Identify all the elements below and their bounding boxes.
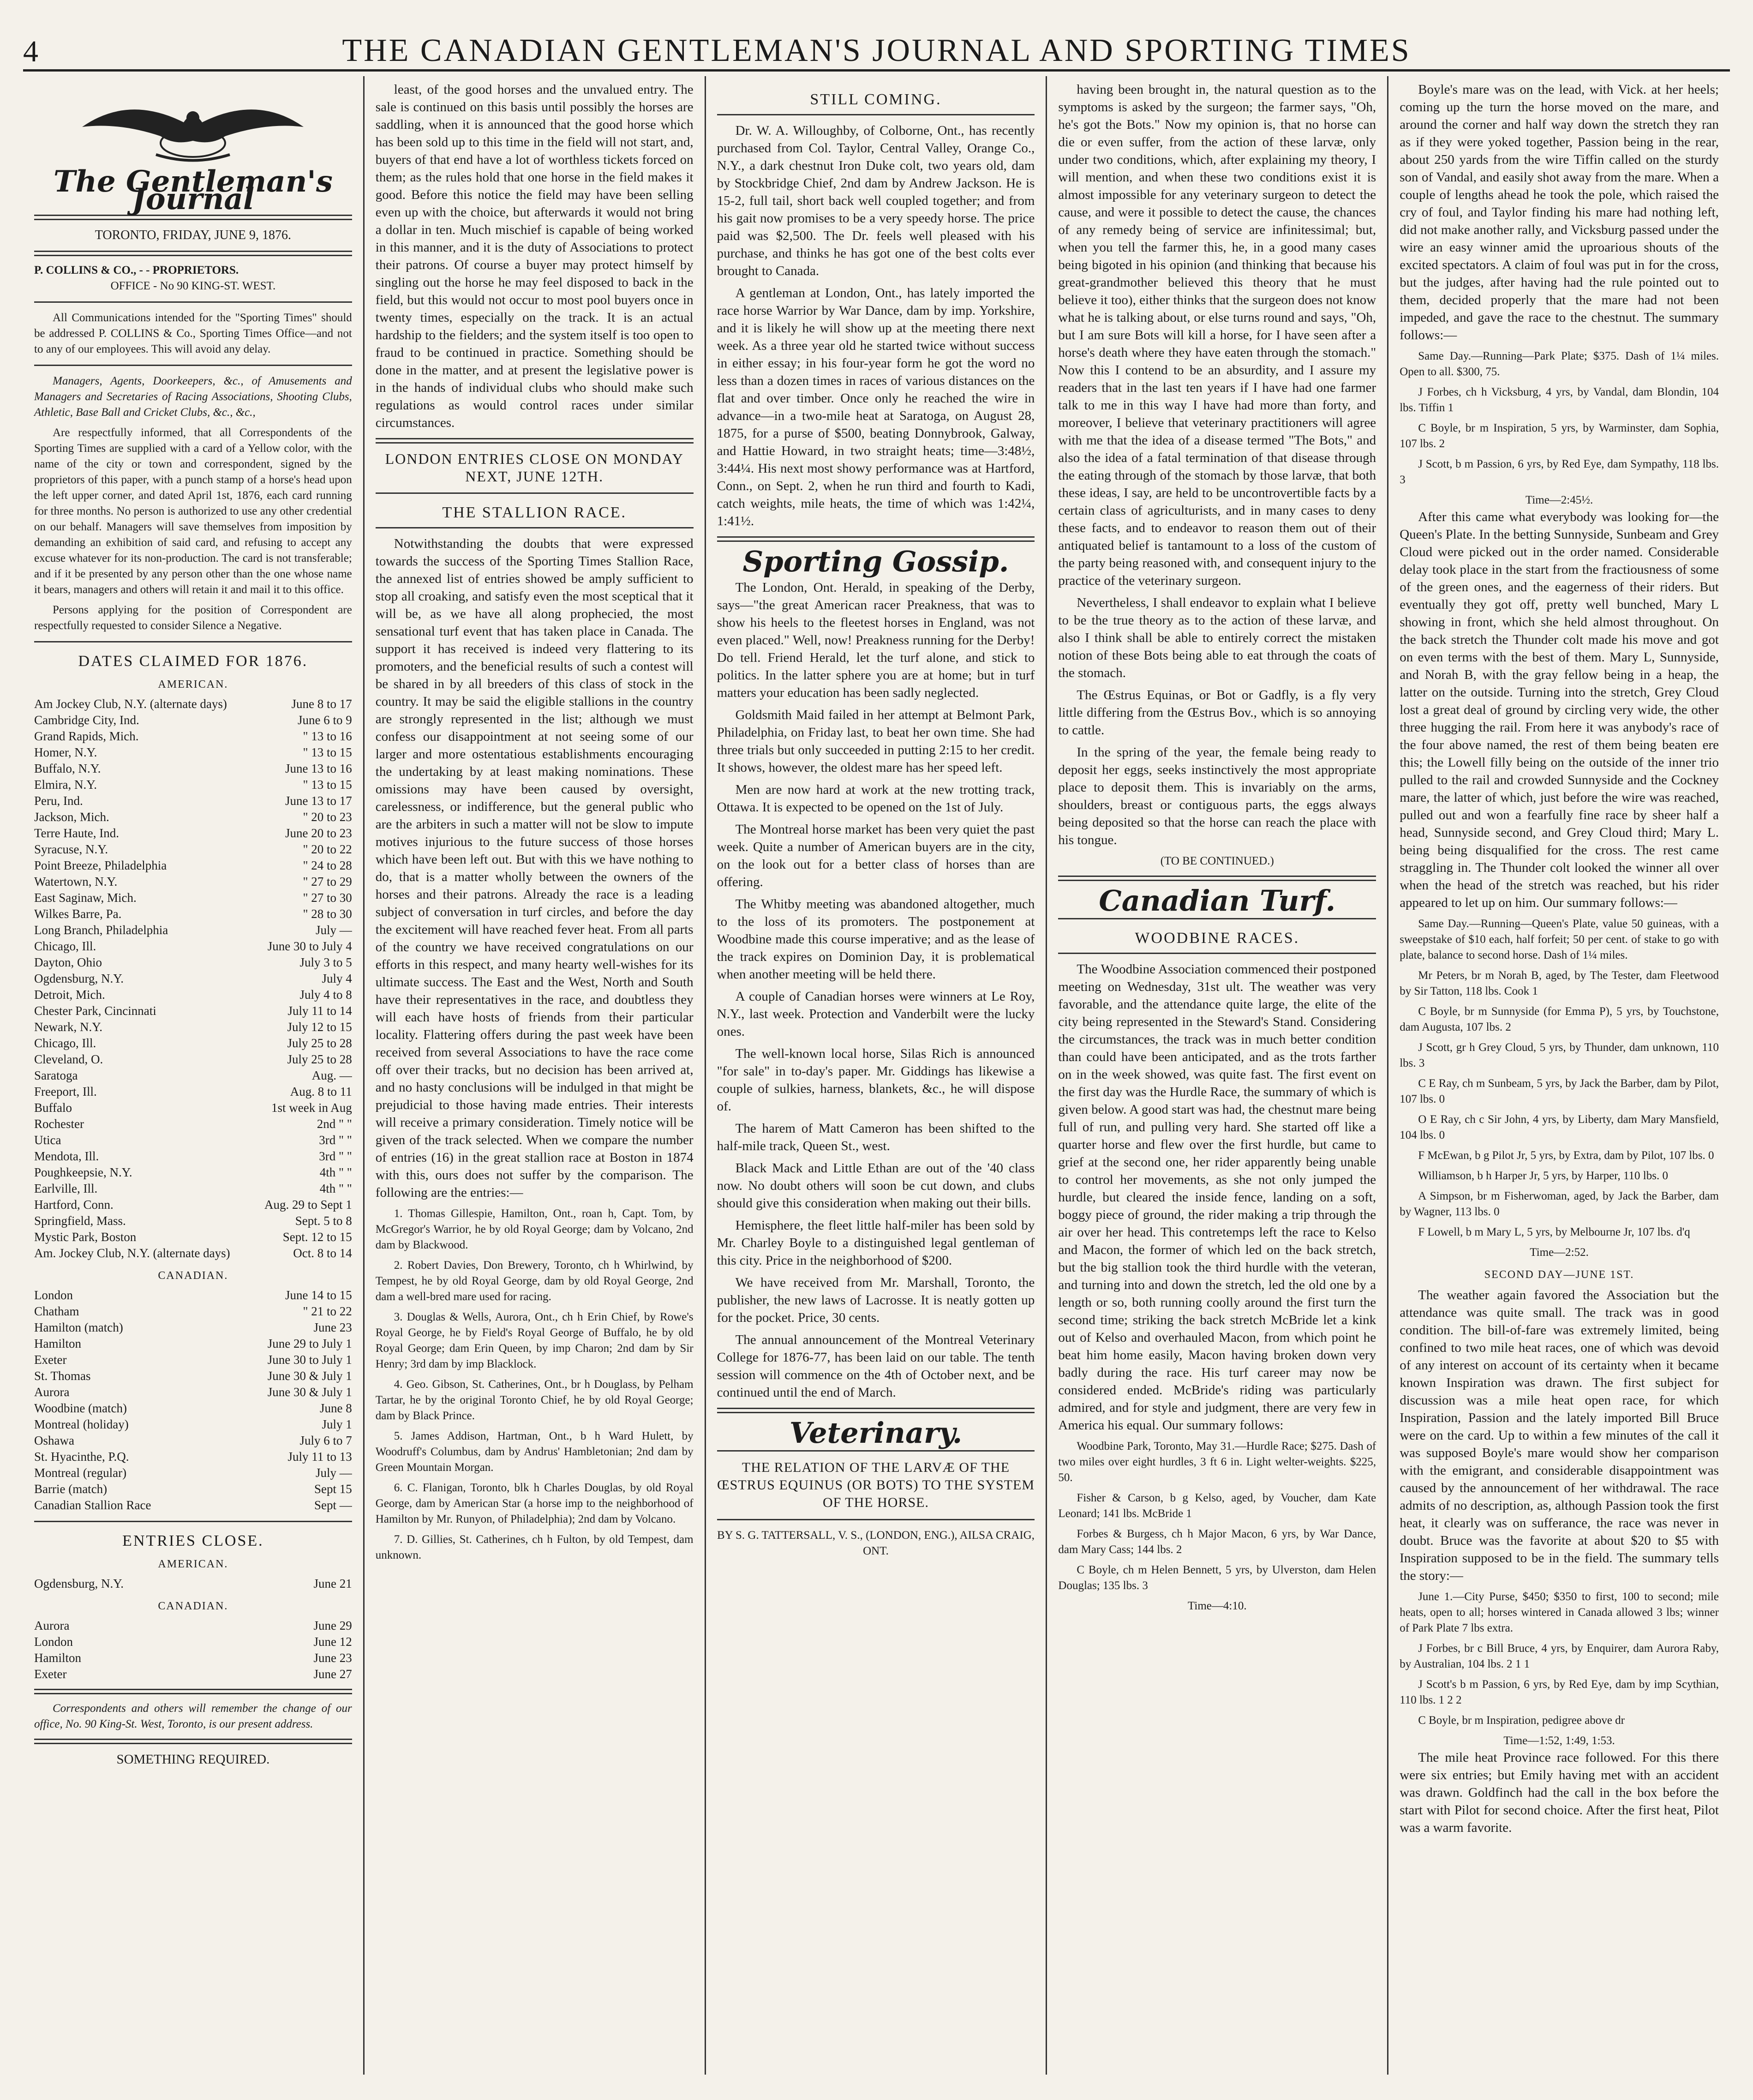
correspondent-notice: Persons applying for the position of Correspondent are respectfully requested to consider Silence a Negative. [34, 604, 352, 632]
date-row [34, 922, 352, 938]
american-dates-list [34, 696, 352, 1261]
date: July 6 to 7 [299, 1434, 352, 1447]
summary-line: C Boyle, ch m Helen Bennett, 5 yrs, by Ulverston, dam Helen Douglas; 135 lbs. 3 [1058, 1564, 1376, 1592]
place: Chatham [34, 1304, 79, 1318]
date: Sept 15 [314, 1482, 352, 1496]
place: Exeter [34, 1353, 67, 1367]
date: July 11 to 14 [287, 1004, 352, 1018]
date: June 23 [313, 1320, 352, 1334]
summary-line: C Boyle, br m Inspiration, pedigree above dr [1418, 1714, 1625, 1727]
date-row [34, 1576, 352, 1592]
summary-line: J Scott, gr h Grey Cloud, 5 yrs, by Thunder, dam unknown, 110 lbs. 3 [1400, 1041, 1719, 1069]
queens-plate-lead: Same Day.—Running—Queen's Plate, value 50 guineas, with a sweepstake of $10 each, half forfeit; 50 per cent. of stake to go with plate, balance to second horse. Dash of 1¼ miles. [1400, 918, 1719, 961]
date: June 30 & July 1 [267, 1369, 352, 1383]
managers-heading: Managers, Agents, Doorkeepers, &c., of Amusements and Managers and Secretaries of Racing Associations, Shooting Clubs, Athletic, Base Ball and Cricket Clubs, &c., &c., [34, 375, 352, 419]
place: Hamilton (match) [34, 1320, 123, 1334]
stallion-race-body: Notwithstanding the doubts that were expressed towards the success of the Sporting Times Stallion Race, the annexed list of entries showed be amply sufficient to stop all croaking, and satisfy even the most sceptical that it will be, as we have all along prophecied, the most sensational turf event that has taken place in Canada. The support it has received is indeed very flattering to its promoters, and the beneficial results of such a contest will be shared in by all breeders of this class of stock in the country. It may be said the eligible stallions in the country are strongly represented in the list; although we must confess our disappointment at not seeing some of our larger and more ostentatious establishments encouraging the undertaking by at least making nominations. These omissions may have been caused by oversight, carelessness, or indifference, but the general public who are the arbiters in such a matter will not be slow to impute motives injurious to the future success of those horses which have been left out. But with this we have nothing to do, that is a matter wholly between the owners of the horses and their patrons. Already the race is a leading subject of conversation in turf circles, and before the day the excitement will have reached fever heat. From all parts of the country we have received congratulations on our efforts in this respect, and many hearty well-wishes for its ultimate success. The East and the West, North and South have their representatives in the race, and doubtless they will each have hosts of friends from their particular locality. Flattering offers during the past week have been received from several Associations to have the race come off over their tracks, but no decision has been arrived at, and no hasty conclusions will be indulged in that might be prejudicial to those having made entries. Their interests will receive a primary consideration. Timely notice will be given of the track selected. When we compare the number of entries (16) in the great stallion race at Boston in 1874 with this, ours does not suffer by the comparison. The following are the entries:— [375, 536, 694, 1200]
date: " 24 to 28 [303, 858, 352, 872]
date: Sept — [314, 1498, 352, 1512]
date: June 14 to 15 [285, 1288, 352, 1302]
summary-line: Mr Peters, br m Norah B, aged, by The Tester, dam Fleetwood by Sir Tatton, 118 lbs. Cook 1 [1400, 969, 1719, 997]
place: Hartford, Conn. [34, 1198, 114, 1212]
date: " 20 to 22 [303, 842, 352, 856]
column-5 [1388, 76, 1730, 2075]
place: Chester Park, Cincinnati [34, 1004, 156, 1018]
place: Detroit, Mich. [34, 988, 105, 1002]
park-plate-time: Time—2:45½. [1525, 494, 1593, 506]
divider [1058, 918, 1376, 919]
date-row [34, 1433, 352, 1449]
managers-notice: Are respectfully informed, that all Correspondents of the Sporting Times are supplied with a card of a Yellow color, with the name of the city or town and correspondent, signed by the proprietors of this paper, with a punch stamp of a horse's head upon the left upper corner, and dated April 1st, 1876, each card running for three months. No person is authorized to use any other credential on our behalf. Managers will save themselves from imposition by demanding an exhibition of said card, and refusing to accept any excuse whatever for its non-production. The card is not transferable; and if it be presented by any person other than the one whose name it bears, managers and others will retain it and mail it to this office. [34, 426, 352, 596]
place: London [34, 1635, 73, 1649]
date: Aug. — [311, 1068, 352, 1082]
date-row [34, 1181, 352, 1197]
place: Elmira, N.Y. [34, 778, 97, 792]
entries-canadian-heading: CANADIAN. [158, 1600, 228, 1612]
gossip-item: The annual announcement of the Montreal Veterinary College for 1876-77, has been laid on our table. The tenth session will commence on the 4th of October next, and be continued until the end of March. [717, 1332, 1035, 1400]
place: Barrie (match) [34, 1482, 108, 1496]
date-row [34, 1100, 352, 1116]
summary-line: J Forbes, br c Bill Bruce, 4 yrs, by Enquirer, dam Aurora Raby, by Australian, 104 lbs. 2 1 1 [1400, 1642, 1719, 1670]
date: July — [316, 1466, 352, 1480]
place: Mystic Park, Boston [34, 1230, 137, 1244]
article-paragraph: having been brought in, the natural question as to the symptoms is asked by the surgeon; the farmer says, "Oh, he's got the Bots." Now my opinion is, that no horse can die or even suffer, from the action of these larvæ, only under two conditions, which, after explaining my theory, I will mention, and when these two conditions exist it is almost impossible for any veterinary surgeon to detect the cause, and were it possible to detect the cause, the chances of any remedy being of service are infinitessimal; but, when you tell the farmer this, he, in a good many cases being bigoted in his opinion (and thinking that because his great-grandmother believed this theory that he must believe it too), either thinks that the surgeon does not know what he is talking about, or else turns round and says, "Oh, but I am sure Bots will kill a horse, for I have seen after a horse's death where they have eaten through the stomach." Now this I contend to be an absurdity, and I assure my readers that in the last ten years if I have had one farmer talk to me in this way I have had more than forty, and moreover, I believe that veterinary practitioners will agree with me that the idea of a disease termed "The Bots," and also the idea of a fatal termination of that disease through the eating through of the stomach by those larvæ, that both these ideas, I say, are held to be uncontrovertible facts by a certain class of agriculturists, and in many cases to deny these facts, and to endeavor to reason them out of their antiquated belief is tantamount to a loss of the custom of the party being reasoned with, and consequent injury to the practice of the veterinary surgeon. [1058, 82, 1376, 588]
place: Chicago, Ill. [34, 939, 96, 953]
place: Freeport, Ill. [34, 1085, 97, 1098]
page-number: 4 [23, 35, 38, 68]
columns [23, 76, 1730, 2075]
date-row [34, 1019, 352, 1035]
gossip-item: Goldsmith Maid failed in her attempt at Belmont Park, Philadelphia, on Friday last, to beat her own time. She had three trials but only succeeded in putting 2:15 to her credit. It shows, however, the oldest mare has her speed left. [717, 708, 1035, 775]
entries-american-list [34, 1576, 352, 1592]
gossip-item: A couple of Canadian horses were winners at Le Roy, N.Y., last week. Protection and Vanderbilt were the lucky ones. [717, 989, 1035, 1039]
date: July 25 to 28 [287, 1052, 352, 1066]
eagle-crest-icon [73, 90, 313, 168]
masthead-title: The Gentleman's Journal [53, 164, 333, 216]
date: Aug. 29 to Sept 1 [264, 1198, 352, 1212]
hurdle-summary-list [1058, 1490, 1376, 1594]
summary-line: C Boyle, br m Inspiration, 5 yrs, by Warminster, dam Sophia, 107 lbs. 2 [1400, 422, 1719, 450]
stallion-entry: 3. Douglas & Wells, Aurora, Ont., ch h Erin Chief, by Rowe's Royal George, he by Field's Royal George of Buffalo, he by old Royal George; dam Erin Queen, by imp Charon; 2nd dam by Sir Henry; 3rd dam by imp Blacklock. [375, 1311, 694, 1370]
place: Montreal (holiday) [34, 1417, 129, 1431]
queens-plate-summary [1400, 968, 1719, 1240]
newspaper-title: THE CANADIAN GENTLEMAN'S JOURNAL AND SPORTING TIMES [342, 33, 1411, 68]
article-paragraph: Nevertheless, I shall endeavor to explain what I believe to be the true theory as to the action of these larvæ, and also I think shall be able to entirely correct the mistaken notion of these Bots being able to eat through the coats of the stomach. [1058, 595, 1376, 680]
divider [34, 251, 352, 256]
date-row [34, 1213, 352, 1229]
stallion-entry: 6. C. Flanigan, Toronto, blk h Charles Douglas, by old Royal George, dam by American Star (a horse imp to the neighborhood of Hamilton by Mr. Runyon, of Philadelphia); 2nd dam by Volcano. [375, 1482, 694, 1525]
column-4 [1047, 76, 1388, 2075]
gossip-item: The Whitby meeting was abandoned altogether, much to the loss of its promoters. The postponement at Woodbine made this course imperative; and as the lease of the track expires on Dominion Day, it is problematical when another meeting will be held there. [717, 897, 1035, 982]
date-row [34, 1132, 352, 1148]
london-entries-notice: LONDON ENTRIES CLOSE ON MONDAY NEXT, JUNE 12TH. [385, 450, 684, 485]
stallion-entries-list [376, 1206, 694, 1563]
date-row [34, 1068, 352, 1084]
relation-heading: THE RELATION OF THE LARVÆ OF THE ŒSTRUS EQUINUS (OR BOTS) TO THE SYSTEM OF THE HORSE. [717, 1460, 1035, 1510]
place: Aurora [34, 1385, 70, 1399]
woodbine-races-heading: WOODBINE RACES. [1135, 930, 1300, 947]
place: Oshawa [34, 1434, 74, 1447]
date-row [34, 712, 352, 728]
date-row [34, 1449, 352, 1465]
date: " 27 to 29 [303, 875, 352, 888]
date-row [34, 1035, 352, 1051]
place: Mendota, Ill. [34, 1149, 99, 1163]
office-change-notice: Correspondents and others will remember the change of our office, No. 90 King-St. West, Toronto, is our present address. [34, 1702, 352, 1730]
hurdle-summary-lead: Woodbine Park, Toronto, May 31.—Hurdle Race; $275. Dash of two miles over eight hurdles, 3 ft 6 in. Light welter-weights. $225, 50. [1058, 1440, 1376, 1484]
dateline: TORONTO, FRIDAY, JUNE 9, 1876. [95, 228, 292, 242]
entries-close-heading: ENTRIES CLOSE. [122, 1532, 264, 1549]
summary-line: Forbes & Burgess, ch h Major Macon, 6 yrs, by War Dance, dam Mary Cass; 144 lbs. 2 [1058, 1528, 1376, 1556]
date-row [34, 1384, 352, 1400]
date-row [34, 793, 352, 809]
date-row [34, 1003, 352, 1019]
place: Dayton, Ohio [34, 955, 102, 969]
summary-line: Fisher & Carson, b g Kelso, aged, by Voucher, dam Kate Leonard; 141 lbs. McBride 1 [1058, 1492, 1376, 1520]
date-row [34, 1416, 352, 1433]
gossip-item: The London, Ont. Herald, in speaking of the Derby, says—"the great American racer Preakness, that was to show his heels to the fleetest horses in England, was not even placed." Well, now! Preakness running for the Derby! Do tell. Friend Herald, let the turf alone, and stick to politics. In the latter sphere you are at home; but in turf matters your education has been sadly neglected. [717, 580, 1035, 700]
summary-line: F Lowell, b m Mary L, 5 yrs, by Melbourne Jr, 107 lbs. d'q [1418, 1226, 1690, 1238]
article-paragraph: The Œstrus Equinas, or Bot or Gadfly, is a fly very little differing from the Œstrus Bov., which is so annoying to cattle. [1058, 688, 1376, 738]
column-1 [23, 76, 365, 2075]
date-row [34, 728, 352, 744]
date: Sept. 5 to 8 [295, 1214, 352, 1228]
date: June 27 [313, 1667, 352, 1681]
article-paragraph: In the spring of the year, the female being ready to deposit her eggs, seeks instinctively the most appropriate place to deposit them. This is invariably on the arms, shoulders, breast or contiguous parts, the eggs always being deposited so that the horse can reach the place with his tongue. [1058, 745, 1376, 847]
date: " 13 to 16 [303, 729, 352, 743]
place: Hamilton [34, 1337, 81, 1350]
entries-canadian-list [34, 1618, 352, 1682]
summary-line: C E Ray, ch m Sunbeam, 5 yrs, by Jack the Barber, dam by Pilot, 107 lbs. 0 [1400, 1077, 1719, 1105]
divider [717, 536, 1035, 542]
date: 4th " " [319, 1165, 352, 1179]
queens-plate-body: After this came what everybody was looking for—the Queen's Plate. In the betting Sunnyside, Sunbeam and Grey Cloud were picked out in the order named. Considerable delay took place in the start from the fractiousness of some of the green ones, and the eagerness of their riders. But eventually they got off, pretty well bunched, Mary L showing in front, which she held almost throughout. On the back stretch the Thunder colt made his move and got on even terms with the best of them. Mary L, Sunnyside, and Norah B, with the gray fellow being in a heap, the latter on the outside. Turning into the stretch, Grey Cloud lost a great deal of ground by circling very wide, the other three hugging the rail. From here it was anybody's race of the four above named, the rest of them being beaten ere this; the Lowell filly being on the outside of the inner trio pulled to the rail and crowded Sunnyside and the Cockney mare, the latter of which, just before the wire was reached, pulled out and won a fearfully fine race by sheer half a head, Sunnyside second, and Grey Cloud third; Mary L. being being disqualified for the cross. The rest came straggling in. The Thunder colt looked the winner all over when the head of the stretch was reached, but his rider appeared to let up on him. Our summary follows:— [1400, 510, 1719, 910]
date-row [34, 696, 352, 712]
divider [34, 301, 352, 303]
place: Ogdensburg, N.Y. [34, 972, 124, 985]
communications-notice: All Communications intended for the "Sporting Times" should be addressed P. COLLINS & Co., Sporting Times Office—and not to any of our employees. This will avoid any delay. [34, 312, 352, 355]
place: Cambridge City, Ind. [34, 713, 139, 727]
place: London [34, 1288, 73, 1302]
date-row [34, 1465, 352, 1481]
canadian-turf-heading: Canadian Turf. [1099, 884, 1336, 918]
date: " 20 to 23 [303, 810, 352, 824]
place: Poughkeepsie, N.Y. [34, 1165, 132, 1179]
place: Homer, N.Y. [34, 745, 97, 759]
warrior-article: A gentleman at London, Ont., has lately imported the race horse Warrior by War Dance, dam by imp. Yorkshire, and it is likely he will show up at the meeting there next week. As a three year old he started twice without success in either essay; in his four-year form he got the word no less than a dozen times in races of various distances on the flat and over timber. Once only he reached the wire in advance—in a two-mile heat at Saratoga, on August 28, 1875, for a purse of $500, beating Donnybrook, Galway, and Hattie Howard, in two straight heats; time—3:48½, 3:44¼. His next most showy performance was at Hartford, Conn., on Sept. 2, when he run third and fourth to Kadi, catch weights, mile heats, the time of which was 1:42¼, 1:41½. [717, 286, 1035, 528]
summary-line: Williamson, b h Harper Jr, 5 yrs, by Harper, 110 lbs. 0 [1418, 1170, 1668, 1182]
date: " 21 to 22 [303, 1304, 352, 1318]
date: " 13 to 15 [303, 745, 352, 759]
gossip-list [717, 579, 1035, 1401]
date: June 30 to July 1 [267, 1353, 352, 1367]
date-row [34, 1352, 352, 1368]
place: St. Hyacinthe, P.Q. [34, 1450, 129, 1464]
date-row [34, 1164, 352, 1181]
park-plate-body: Boyle's mare was on the lead, with Vick. at her heels; coming up the turn the horse moved on the mare, and around the corner and half way down the stretch they ran as if they were yoked together, Passion being in the rear, about 250 yards from the wire Tiffin called on the sturdy son of Vandal, and easily shot away from the mare. When a couple of lengths ahead he took the pole, which raised the cry of foul, and Taylor finding his mare had nothing left, did not make another rally, and Vicksburg passed under the wire an easy winner amid the uproarious shouts of the excited spectators. A claim of foul was put in for the cross, but the judges, after having had the rule pointed out to them, decided properly that the mare had not been impeded, and gave the race to the chestnut. The summary follows:— [1400, 82, 1719, 342]
divider [1058, 953, 1376, 954]
column-2 [365, 76, 706, 2075]
date-row [34, 1287, 352, 1303]
summary-line: O E Ray, ch c Sir John, 4 yrs, by Liberty, dam Mary Mansfield, 104 lbs. 0 [1400, 1113, 1719, 1141]
place: Utica [34, 1133, 61, 1147]
place: Terre Haute, Ind. [34, 826, 120, 840]
divider [34, 1521, 352, 1522]
proprietors: P. COLLINS & CO., - - PROPRIETORS. [34, 264, 239, 276]
summary-line: C Boyle, br m Sunnyside (for Emma P), 5 yrs, by Touchstone, dam Augusta, 107 lbs. 2 [1400, 1005, 1719, 1033]
date: June 6 to 9 [298, 713, 352, 727]
date-row [34, 890, 352, 906]
gossip-item: Hemisphere, the fleet little half-miler has been sold by Mr. Charley Boyle to a distinguished legal gentleman of this city. Price in the neighborhood of $200. [717, 1218, 1035, 1268]
date-row [34, 954, 352, 971]
divider [34, 365, 352, 366]
date-row [34, 809, 352, 825]
date: June 21 [313, 1577, 352, 1590]
something-required-heading: SOMETHING REQUIRED. [116, 1752, 270, 1767]
park-plate-lead: Same Day.—Running—Park Plate; $375. Dash of 1¼ miles. Open to all. $300, 75. [1400, 350, 1719, 378]
office-address: OFFICE - No 90 KING-ST. WEST. [110, 280, 276, 292]
date: June 8 [320, 1401, 352, 1415]
still-coming-body: Dr. W. A. Willoughby, of Colborne, Ont., has recently purchased from Col. Taylor, Central Valley, Orange Co., N.Y., a dark chestnut Iron Duke colt, two years old, dam by Stockbridge Chief, 2nd dam by Andrew Jackson. He is 15-2, full tail, short back well coupled together; and from his gait now promises to be a very speedy horse. The price paid was $2,500. The Dr. feels well pleased with his purchase, and thinks he has got one of the best colts ever brought to Canada. [717, 123, 1035, 278]
date-row [34, 761, 352, 777]
place: Wilkes Barre, Pa. [34, 907, 122, 921]
canadian-dates-list [34, 1287, 352, 1513]
place: Ogdensburg, N.Y. [34, 1577, 124, 1590]
place: Montreal (regular) [34, 1466, 127, 1480]
sporting-gossip-heading: Sporting Gossip. [742, 545, 1009, 578]
date-row [34, 938, 352, 954]
date: June 20 to 23 [285, 826, 352, 840]
canadian-heading: CANADIAN. [158, 1270, 228, 1282]
date-row [34, 1229, 352, 1245]
date-row [34, 1245, 352, 1261]
gossip-item: We have received from Mr. Marshall, Toronto, the publisher, the new laws of Lacrosse. It is neatly gotten up for the pocket. Price, 30 cents. [717, 1275, 1035, 1325]
american-heading: AMERICAN. [158, 678, 228, 690]
city-purse-summary [1400, 1641, 1719, 1728]
place: Jackson, Mich. [34, 810, 109, 824]
date: 3rd " " [319, 1133, 352, 1147]
date: July 25 to 28 [287, 1036, 352, 1050]
second-day-body: The weather again favored the Association but the attendance was quite small. The track was in good condition. The bill-of-fare was extremely limited, being confined to two mile heat races, one of which was devoid of any interest on account of its certainty when it became known Inspiration was drawn. The first subject for discussion was a mile heat open race, for which Inspiration, Passion and the lately imported Bill Bruce were on the card. Up to within a few minutes of the call it was supposed Boyle's mare would show her comparison with the emigrant, and considerable disappointment was caused by the announcement of her withdrawal. The race admits of no description, as, although Passion took the first heat, it clearly was on sufferance, the race was never in doubt. Bruce was the favorite at about $20 to $5 with Inspiration supposed to be in the field. The summary tells the story:— [1400, 1288, 1719, 1583]
date: July 4 to 8 [299, 988, 352, 1002]
park-plate-summary [1400, 384, 1719, 488]
date-row [34, 1618, 352, 1634]
place: Hamilton [34, 1651, 81, 1665]
place: Am. Jockey Club, N.Y. (alternate days) [34, 1246, 230, 1260]
place: Peru, Ind. [34, 794, 83, 808]
date-row [34, 1666, 352, 1682]
date-row [34, 1368, 352, 1384]
place: Buffalo, N.Y. [34, 762, 101, 775]
place: Rochester [34, 1117, 84, 1131]
date-row [34, 1116, 352, 1132]
date: June 23 [313, 1651, 352, 1665]
place: Springfield, Mass. [34, 1214, 126, 1228]
date: " 27 to 30 [303, 891, 352, 905]
date: June 30 & July 1 [267, 1385, 352, 1399]
date: June 12 [313, 1635, 352, 1649]
gossip-item: The Montreal horse market has been very quiet the past week. Quite a number of American buyers are in the city, on the look out for a better class of horses than are offering. [717, 822, 1035, 889]
place: Aurora [34, 1619, 70, 1632]
place: Point Breeze, Philadelphia [34, 858, 167, 872]
woodbine-races-body: The Woodbine Association commenced their postponed meeting on Wednesday, 31st ult. The weather was very favorable, and the attendance quite large, the elite of the city being represented in the Steward's Stand. Considering the circumstances, the track was in much better condition than could have been anticipated, and as the trots farther on in the week showed, was quite fast. The first event on the first day was the Hurdle Race, the summary of which is given below. A good start was had, the chestnut mare being full of run, and pulling very hard. She started off like a quarter horse and flew over the first hurdle, but came to grief at the second one, her rider apparently being unable to control her movements, as she not only jumped the hurdle, but cleared the inside fence, landing on a soft, boggy piece of ground, the rider making a trip through the air over her head. This contretemps left the race to Kelso and Macon, the former of which led on the back stretch, but the big stallion took the third hurdle with the veteran, and turning into and down the stretch, led the old one by a length or so, both running coolly around the first turn the second time; striking the back stretch McBride let a kink out of Kelso and overhauled Macon, from which point he beat him home easily, Macon having broken down very badly during the race. His turf career may now be considered ended. McBride's riding was particularly admired, and for style and judgment, there are very few in America his equal. Our summary follows: [1058, 962, 1376, 1433]
divider [376, 527, 694, 528]
stallion-entry: 2. Robert Davies, Don Brewery, Toronto, ch h Whirlwind, by Tempest, he by old Royal George, dam by old Royal George, 2nd dam a well-bred mare used for racing. [375, 1259, 694, 1303]
stallion-entry: 5. James Addison, Hartman, Ont., b h Ward Hulett, by Woodruff's Columbus, dam by Andrus' Hambletonian; 2nd dam by Green Mountain Morgan. [375, 1430, 694, 1474]
place: Saratoga [34, 1068, 78, 1082]
masthead-emblem [34, 90, 352, 168]
divider [717, 1519, 1035, 1520]
summary-line: J Scott's b m Passion, 6 yrs, by Red Eye, dam by imp Scythian, 110 lbs. 1 2 2 [1400, 1678, 1719, 1706]
date-row [34, 1497, 352, 1513]
divider [34, 1689, 352, 1694]
date-row [34, 744, 352, 761]
divider [717, 114, 1035, 115]
article-continued: least, of the good horses and the unvalued entry. The sale is continued on this basis until possibly the horses are saddling, when it is announced that the good horse which has been sold up to this time in the field will not start, and, buyers of that end have a lot of worthless tickets forced on them; as the rules hold that one horse in the field makes it good. Before this notice the field may have been selling even up with the choice, but afterwards it would not bring a dollar in ten. Much mischief is capable of being worked in this manner, and it is the duty of Associations to protect their patrons. Of course a buyer may protect himself by singling out the horse he may feel disposed to back in the field, but this would not occur to most pool buyers once in twenty times, especially on the track. It is an actual hardship to the fielders; and the system itself is too open to fraud to be continued in practice. Something should be done in the matter, and at present the legislative power is in the hands of individual clubs who should make such regulations as would control races under similar circumstances. [375, 82, 694, 430]
place: Chicago, Ill. [34, 1036, 96, 1050]
date-row [34, 987, 352, 1003]
date-row [34, 1320, 352, 1336]
date: June 29 [313, 1619, 352, 1632]
place: Exeter [34, 1667, 67, 1681]
summary-line: F McEwan, b g Pilot Jr, 5 yrs, by Extra, dam by Pilot, 107 lbs. 0 [1418, 1149, 1714, 1162]
article-byline: BY S. G. TATTERSALL, V. S., (LONDON, ENG.), AILSA CRAIG, ONT. [717, 1529, 1035, 1557]
date: July 12 to 15 [287, 1020, 352, 1034]
date-row [34, 1336, 352, 1352]
stallion-entry: 1. Thomas Gillespie, Hamilton, Ont., roan h, Capt. Tom, by McGregor's Warrior, he by old Royal George; dam by Volcano, 2nd dam by Blackwood. [375, 1207, 694, 1251]
date-row [34, 874, 352, 890]
veterinary-heading: Veterinary. [789, 1416, 963, 1450]
date: " 13 to 15 [303, 778, 352, 792]
date: June 30 to July 4 [267, 939, 352, 953]
date-row [34, 906, 352, 922]
stallion-entry: 4. Geo. Gibson, St. Catherines, Ont., br h Douglass, by Pelham Tartar, he by the original Toronto Chief, he by old Royal George; dam by Black Prince. [375, 1378, 694, 1422]
summary-line: J Scott, b m Passion, 6 yrs, by Red Eye, dam Sympathy, 118 lbs. 3 [1400, 458, 1719, 486]
divider [376, 438, 694, 444]
still-coming-heading: STILL COMING. [810, 91, 942, 108]
divider [34, 641, 352, 642]
date-row [34, 1634, 352, 1650]
date-row [34, 1084, 352, 1100]
place: Canadian Stallion Race [34, 1498, 151, 1512]
place: Long Branch, Philadelphia [34, 923, 168, 937]
place: East Saginaw, Mich. [34, 891, 137, 905]
date-row [34, 1650, 352, 1666]
place: Grand Rapids, Mich. [34, 729, 139, 743]
place: Am Jockey Club, N.Y. (alternate days) [34, 697, 227, 711]
date: 1st week in Aug [271, 1101, 352, 1115]
date: July 3 to 5 [299, 955, 352, 969]
city-purse-time: Time—1:52, 1:49, 1:53. [1503, 1734, 1615, 1747]
date: 4th " " [319, 1182, 352, 1195]
date-row [34, 971, 352, 987]
date: 3rd " " [319, 1149, 352, 1163]
stallion-entry: 7. D. Gillies, St. Catherines, ch h Fulton, by old Tempest, dam unknown. [375, 1533, 694, 1561]
date-row [34, 1400, 352, 1416]
place: Woodbine (match) [34, 1401, 127, 1415]
date-row [34, 825, 352, 841]
date: June 13 to 16 [285, 762, 352, 775]
divider [717, 1450, 1035, 1452]
summary-line: J Forbes, ch h Vicksburg, 4 yrs, by Vandal, dam Blondin, 104 lbs. Tiffin 1 [1400, 386, 1719, 414]
date: " 28 to 30 [303, 907, 352, 921]
date: July — [316, 923, 352, 937]
gossip-item: Black Mack and Little Ethan are out of the '40 class now. No doubt others will soon be cut down, and clubs should give this consideration when making out their bills. [717, 1161, 1035, 1211]
date: June 13 to 17 [285, 794, 352, 808]
entries-american-heading: AMERICAN. [158, 1558, 228, 1570]
date: Aug. 8 to 11 [290, 1085, 352, 1098]
gossip-item: The harem of Matt Cameron has been shifted to the half-mile track, Queen St., west. [717, 1121, 1035, 1153]
date: June 8 to 17 [291, 697, 352, 711]
gossip-item: Men are now hard at work at the new trotting track, Ottawa. It is expected to be opened on the 1st of July. [717, 782, 1035, 815]
column-3 [706, 76, 1047, 2075]
stallion-race-heading: THE STALLION RACE. [442, 504, 627, 521]
gossip-item: The well-known local horse, Silas Rich is announced "for sale" in to-day's paper. Mr. Giddings has likewise a couple of sulkies, harness, blankets, &c., he will dispose of. [717, 1046, 1035, 1114]
date: 2nd " " [317, 1117, 352, 1131]
bots-article-body [1058, 81, 1376, 849]
date-row [34, 777, 352, 793]
divider [1058, 876, 1376, 881]
divider [34, 1739, 352, 1744]
dates-claimed-heading: DATES CLAIMED FOR 1876. [78, 653, 308, 670]
province-race-body: The mile heat Province race followed. For this there were six entries; but Emily having met with an accident was drawn. Goldfinch had the call in the box before the start with Pilot for second choice. After the first heat, Pilot was a warm favorite. [1400, 1750, 1719, 1835]
date-row [34, 1148, 352, 1164]
page-header [23, 18, 1730, 72]
divider [376, 492, 694, 494]
date: June 29 to July 1 [267, 1337, 352, 1350]
queens-plate-time: Time—2:52. [1530, 1246, 1589, 1259]
hurdle-time: Time—4:10. [1188, 1600, 1247, 1612]
place: Watertown, N.Y. [34, 875, 118, 888]
date: Sept. 12 to 15 [282, 1230, 352, 1244]
place: Syracuse, N.Y. [34, 842, 108, 856]
date: July 4 [322, 972, 352, 985]
date-row [34, 1481, 352, 1497]
date-row [34, 841, 352, 858]
place: St. Thomas [34, 1369, 91, 1383]
place: Cleveland, O. [34, 1052, 103, 1066]
place: Buffalo [34, 1101, 72, 1115]
date-row [34, 858, 352, 874]
divider [717, 1408, 1035, 1413]
city-purse-lead: June 1.—City Purse, $450; $350 to first, 100 to second; mile heats, open to all; horses wintered in Canada allowed 3 lbs; winner of Park Plate 7 lbs extra. [1400, 1590, 1719, 1634]
place: Earlville, Ill. [34, 1182, 98, 1195]
date: Oct. 8 to 14 [293, 1246, 352, 1260]
second-day-heading: SECOND DAY—JUNE 1ST. [1484, 1269, 1634, 1281]
date: July 11 to 13 [287, 1450, 352, 1464]
date-row [34, 1303, 352, 1320]
summary-line: A Simpson, br m Fisherwoman, aged, by Jack the Barber, dam by Wagner, 113 lbs. 0 [1400, 1190, 1719, 1218]
date-row [34, 1051, 352, 1068]
date: July 1 [322, 1417, 352, 1431]
to-be-continued: (TO BE CONTINUED.) [1160, 855, 1274, 867]
date-row [34, 1197, 352, 1213]
place: Newark, N.Y. [34, 1020, 102, 1034]
